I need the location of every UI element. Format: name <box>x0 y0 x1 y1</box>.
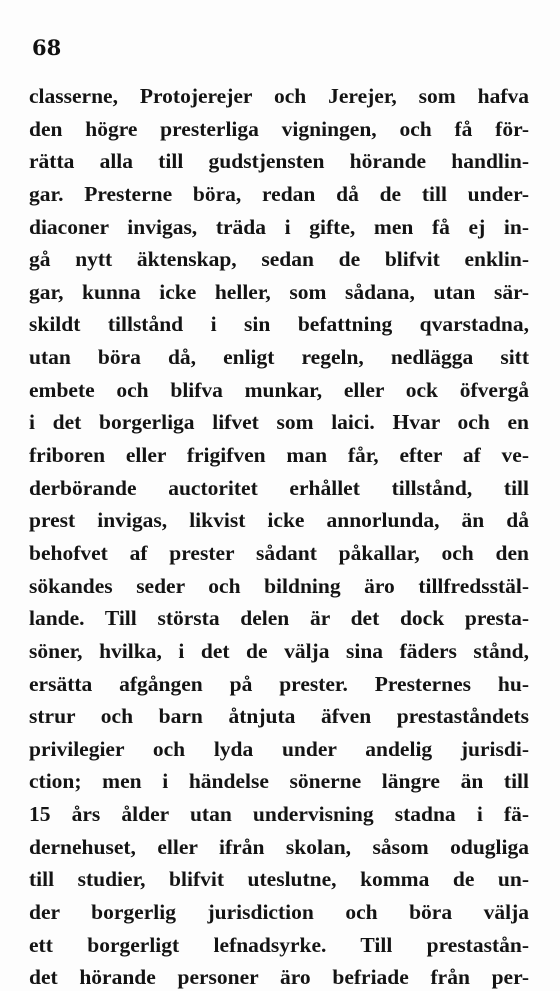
text-line: ersätta afgången på prester. Presternes hu- <box>29 671 529 696</box>
text-line: derbörande auctoritet erhållet tillstånd, till <box>29 475 529 500</box>
text-line: utan böra då, enligt regeln, nedlägga sitt <box>29 345 529 370</box>
text-line: det hörande personer äro befriade från per- <box>29 965 529 990</box>
text-line: i det borgerliga lifvet som laici. Hvar och en <box>29 410 529 435</box>
text-line: sökandes seder och bildning äro tillfredsstäl- <box>29 573 529 598</box>
text-line: gar, kunna icke heller, som sådana, utan sär- <box>29 279 529 304</box>
text-line: friboren eller frigifven man får, efter af ve- <box>29 443 529 468</box>
text-line: skildt tillstånd i sin befattning qvarstadna, <box>29 312 529 337</box>
text-line: ction; men i händelse sönerne längre än till <box>29 769 529 794</box>
text-line: der borgerlig jurisdiction och böra välja <box>29 900 529 925</box>
text-line: diaconer invigas, träda i gifte, men få ej in- <box>29 214 529 239</box>
text-line: gar. Presterne böra, redan då de till under- <box>29 181 529 206</box>
text-line: behofvet af prester sådant påkallar, och den <box>29 540 529 565</box>
text-line: dernehuset, eller ifrån skolan, såsom odugliga <box>29 834 529 859</box>
text-line: strur och barn åtnjuta äfven prestaståndets <box>29 704 529 729</box>
text-line: söner, hvilka, i det de välja sina fäders stånd, <box>29 638 529 663</box>
text-line: embete och blifva munkar, eller ock öfvergå <box>29 377 529 402</box>
text-line: privilegier och lyda under andelig jurisdi- <box>29 736 529 761</box>
text-line: lande. Till största delen är det dock presta- <box>29 606 529 631</box>
text-line: classerne, Protojerejer och Jerejer, som hafva <box>29 84 529 108</box>
text-line: 15 års ålder utan undervisning stadna i fä- <box>29 802 529 827</box>
text-line: till studier, blifvit uteslutne, komma de un- <box>29 867 529 892</box>
text-line: gå nytt äktenskap, sedan de blifvit enklin- <box>29 247 529 272</box>
text-line: ett borgerligt lefnadsyrke. Till prestastån- <box>29 932 529 957</box>
body-text <box>29 80 529 994</box>
text-line: den högre presterliga vigningen, och få för- <box>29 116 529 141</box>
text-line: prest invigas, likvist icke annorlunda, än då <box>29 508 529 533</box>
page-number: 68 <box>32 35 62 60</box>
text-line: rätta alla till gudstjensten hörande handlin- <box>29 149 529 174</box>
